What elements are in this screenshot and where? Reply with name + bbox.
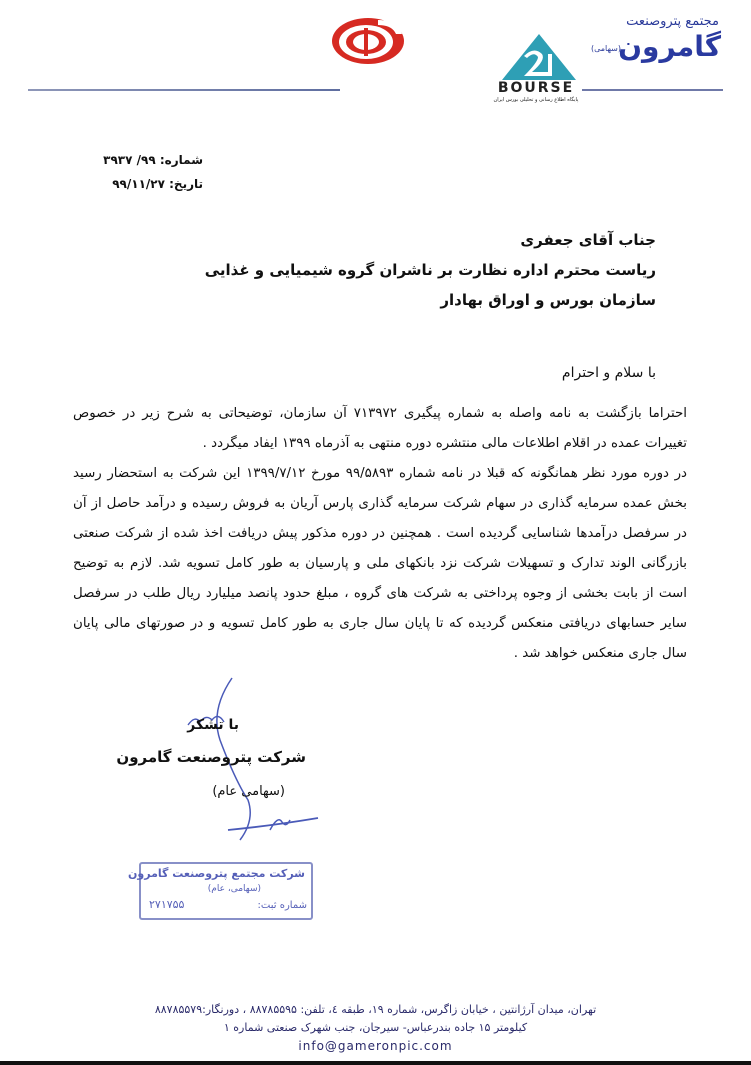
- body-line: تغییرات عمده در اقلام اطلاعات مالی منتشره دوره منتهی به آذرماه ۱۳۹۹ ایفاد میگردد .: [202, 436, 687, 451]
- bourse-wordmark: BOURSE: [490, 80, 582, 96]
- addressee-name: جناب آقای جعفری: [520, 231, 656, 249]
- letter-number: شماره: ۹۹/ ۳۹۳۷: [103, 153, 203, 167]
- stamp-registration-number: ۲۷۱۷۵۵: [149, 898, 185, 911]
- body-line: سال جاری منعکس خواهد شد .: [513, 646, 687, 661]
- letter-date: تاریخ: ۹۹/۱۱/۲۷: [112, 177, 203, 191]
- signatory-company-type: (سهامی عام): [212, 784, 285, 799]
- company-emblem-icon: [328, 14, 408, 66]
- body-line: در دوره مورد نظر همانگونه که قبلا در نامه شماره ۹۹/۵۸۹۳ مورخ ۱۳۹۹/۷/۱۲ این شرکت به استحضار رسید: [73, 466, 688, 481]
- greeting: با سلام و احترام: [561, 365, 656, 381]
- body-line: بخش عمده سرمایه گذاری در سهام شرکت سرمایه گذاری پارس آریان به فروش رسیده و درآمد حاصل از آن: [73, 496, 687, 511]
- body-line: در سرفصل درآمدها شناسایی گردیده است . همچنین در دوره مذکور پیش دریافت اخذ شده از شرکت صنعتی: [73, 526, 687, 541]
- body-line: بازرگانی الوند تدارک و تسهیلات شرکت نزد بانکهای ملی و پارسیان به طور کامل تسویه شد. لازم به توضیح: [73, 556, 687, 571]
- addressee-organization: سازمان بورس و اوراق بهادار: [440, 291, 656, 309]
- stamp-registration-label: شماره ثبت:: [257, 900, 307, 911]
- closing-thanks: با تشکر: [187, 717, 239, 733]
- footer-email-link[interactable]: info@gameronpic.com: [298, 1039, 453, 1053]
- footer-address-factory: کیلومتر ۱۵ جاده بندرعباس- سیرجان، جنب شهرک صنعتی شماره ۱: [223, 1021, 528, 1034]
- brand-shares-label: (سهامی): [590, 44, 621, 53]
- addressee-title: ریاست محترم اداره نظارت بر ناشران گروه شیمیایی و غذایی: [204, 261, 656, 279]
- footer-address-tehran: تهران، میدان آرژانتین ، خیابان زاگرس، شماره ۱۹، طبقه ٤، تلفن: ۸۸۷۸۵۵۹۵ ، دورنگار:۸۸۷۸۵۵۷۹: [154, 1003, 597, 1016]
- header-divider-left: [28, 89, 340, 91]
- header-divider-right: [578, 89, 723, 91]
- bourse-tagline: پایگاه اطلاع رسانی و تحلیلی بورس ایران: [493, 97, 579, 103]
- body-line: سایر حسابهای دریافتی منعکس گردیده که تا پایان سال جاری به طور کامل تسویه و در صورتهای مالی پایان: [73, 616, 687, 631]
- brand-subtitle: مجتمع پتروصنعت: [626, 14, 719, 29]
- body-line: است از بابت بخشی از وجوه پرداختی به شرکت های گروه ، مبلغ حدود پانصد میلیارد ریال طلب در سرفصل: [73, 586, 687, 601]
- stamp-company-type: (سهامی، عام): [207, 884, 261, 894]
- body-paragraph-2: [73, 459, 687, 669]
- company-stamp: [128, 862, 313, 920]
- body-paragraph-1: [73, 399, 687, 459]
- footer-bar: [0, 1061, 751, 1065]
- signatory-company: شرکت پتروصنعت گامرون: [116, 748, 306, 766]
- stamp-company-name: شرکت مجتمع پتروصنعت گامرون: [128, 867, 305, 880]
- brand-name: گامرون: [618, 30, 721, 63]
- body-line: احتراما بازگشت به نامه واصله به شماره پیگیری ۷۱۳۹۷۲ آن سازمان، توضیحاتی به شرح زیر در خصوص: [73, 406, 687, 421]
